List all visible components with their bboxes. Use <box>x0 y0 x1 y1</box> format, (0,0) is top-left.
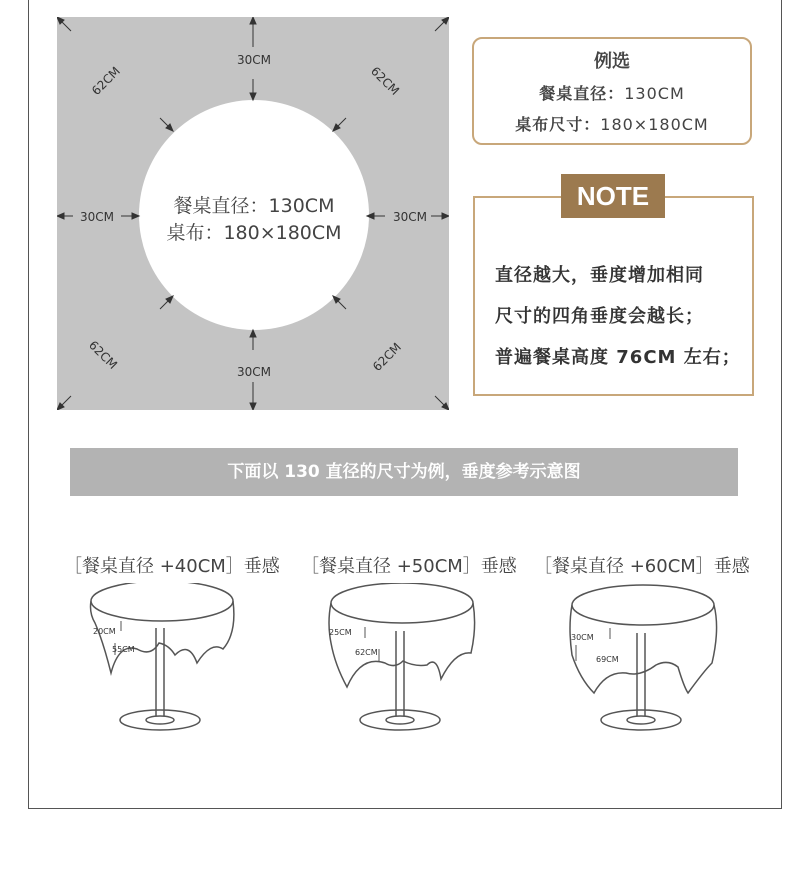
table-caption-50: ［餐桌直径 +50CM］垂感 <box>301 556 517 577</box>
dim-diag-top-left: 62CM <box>89 64 123 98</box>
note-badge: NOTE <box>561 174 665 218</box>
drop-label-long-40: 55CM <box>112 645 135 654</box>
example-cloth <box>474 112 750 135</box>
section-banner: 下面以 130 直径的尺寸为例，垂度参考示意图 <box>70 448 738 496</box>
dim-diag-top-right: 62CM <box>368 64 402 98</box>
dim-diag-bottom-left: 62CM <box>86 338 120 372</box>
drop-label-long-50: 62CM <box>355 648 378 657</box>
table-illustration-40 <box>85 583 245 738</box>
example-box <box>472 37 752 145</box>
table-illustration-50 <box>325 583 485 738</box>
dim-bottom: 30CM <box>237 365 272 379</box>
example-cloth-label: 桌布尺寸： <box>515 115 601 134</box>
example-diameter <box>474 81 750 104</box>
drop-label-short-50: 25CM <box>329 628 352 637</box>
note-line-1: 直径越大，垂度增加相同 <box>495 265 704 286</box>
example-diameter-label: 餐桌直径： <box>539 84 625 103</box>
dim-right: 30CM <box>393 210 428 224</box>
dim-left: 30CM <box>80 210 115 224</box>
table-caption-60: ［餐桌直径 +60CM］垂感 <box>534 556 750 577</box>
table-caption-40: ［餐桌直径 +40CM］垂感 <box>64 556 280 577</box>
drop-label-long-60: 69CM <box>596 655 619 664</box>
circle-line-diameter: 餐桌直径：130CM <box>173 195 335 217</box>
circle-line-cloth: 桌布：180×180CM <box>166 222 342 244</box>
example-cloth-value: 180×180CM <box>600 115 709 134</box>
example-diameter-value: 130CM <box>624 84 685 103</box>
note-text <box>495 255 741 378</box>
drop-label-short-40: 20CM <box>93 627 116 636</box>
dim-diag-bottom-right: 62CM <box>370 340 404 374</box>
circle-label <box>139 193 369 247</box>
note-line-3: 普遍餐桌高度 76CM 左右； <box>495 347 741 368</box>
note-line-2: 尺寸的四角垂度会越长； <box>495 306 704 327</box>
drop-label-short-60: 30CM <box>571 633 594 642</box>
dim-top: 30CM <box>237 53 272 67</box>
table-illustration-60 <box>566 583 726 738</box>
example-title: 例选 <box>594 51 630 72</box>
